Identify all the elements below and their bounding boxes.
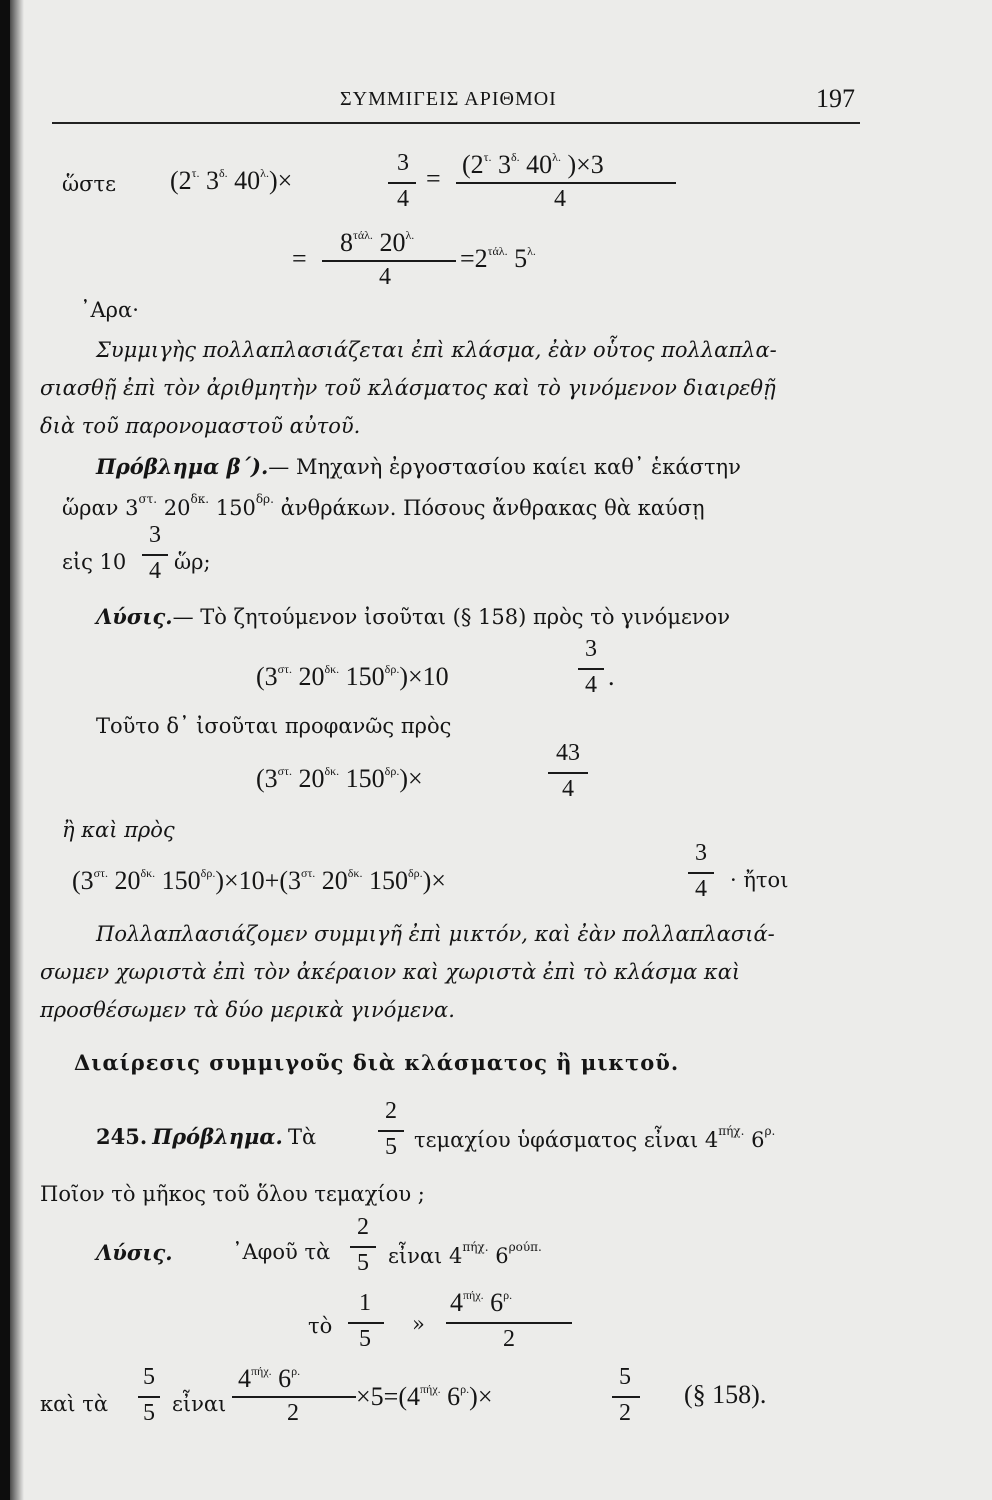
page-edge-shadow (10, 0, 24, 1500)
eq-sum-frac-bar (688, 872, 714, 874)
rule2-line3: προσθέσωμεν τὰ δύο μερικὰ γινόμενα. (40, 998, 455, 1022)
solution1-period: . (608, 662, 615, 691)
step-to-rhs-numerator: $4^{\pi ή\chi.}$ $6^{\rho.}$ (450, 1288, 513, 1317)
eq-sum: ($3^{\sigma\tau.}$ $20^{\delta\kappa.}$ $150^{\delta\rho.})\times 10+(3^{\sigma\tau.}$ $20^{\delta\kappa.}$ $150^{\delta\rho.})\times$ (72, 866, 446, 895)
eq43-frac-denominator: 4 (562, 776, 574, 802)
step-to-word: τὸ (308, 1314, 333, 1338)
eq2-denominator: 4 (379, 264, 391, 290)
eq2-bar (322, 260, 456, 262)
final-reference: (§ 158). (684, 1380, 767, 1409)
eq1-frac1-numerator: 3 (397, 150, 409, 176)
solution2-frac-numerator: 2 (357, 1214, 369, 1240)
solution2-start: ᾿Αφοῦ τὰ (232, 1240, 331, 1264)
problem-245-frac-denominator: 5 (385, 1134, 397, 1160)
eq1-frac2-numerator: ($2^{\tau.}$ $3^{\delta.}$ $40^{\lambda.}$ )×3 (462, 150, 604, 179)
final-frac2-numerator: 5 (619, 1364, 631, 1390)
eq1-frac2-denominator: 4 (554, 186, 566, 212)
step-to-frac-denominator: 5 (359, 1326, 371, 1352)
problem-245-line1-end: τεμαχίου ὑφάσματος εἶναι $4^{\pi ή\chi.}$ $6^{\rho.}$ (414, 1124, 776, 1152)
final-product: $\times 5=(4^{\pi ή\chi.}$ $6^{\rho.})\times$ (356, 1382, 493, 1411)
section-heading: Διαίρεσις συμμιγοῦς διὰ κλάσματος ἢ μικτοῦ. (74, 1050, 680, 1075)
problem-b-frac-bar (142, 554, 168, 556)
final-start: καὶ τὰ (40, 1392, 109, 1416)
eq1-frac2-bar (456, 182, 676, 184)
problem-b-line3-start: εἰς 10 (62, 550, 127, 574)
eq2-rhs: $=2^{\tau ά\lambda.}$ $5^{\lambda.}$ (460, 244, 536, 273)
problem-245-frac-bar (378, 1130, 404, 1132)
problem-245-line1-start: 245. Πρόβλημα. Τὰ (96, 1124, 317, 1149)
final-einai: εἶναι (172, 1392, 227, 1416)
step-to-frac-bar (348, 1322, 384, 1324)
solution1-frac-bar (578, 668, 604, 670)
running-head-title: ΣΥΜΜΙΓΕΙΣ ΑΡΙΘΜΟΙ (340, 88, 557, 110)
solution1-line1: Λύσις.— Τὸ ζητούμενον ἰσοῦται (§ 158) πρὸς τὸ γινόμενον (96, 604, 731, 629)
solution2-frac-bar (350, 1246, 376, 1248)
page-number: 197 (816, 84, 855, 113)
problem-b-line3-end: ὥρ; (174, 550, 211, 574)
problem-245-frac-numerator: 2 (385, 1098, 397, 1124)
eq-sum-frac-denominator: 4 (695, 876, 707, 902)
ara-word: ᾿Αρα· (80, 298, 139, 322)
eq43-frac-numerator: 43 (556, 740, 580, 766)
final-mid-numerator: $4^{\pi ή\chi.}$ $6^{\rho.}$ (238, 1364, 301, 1393)
problem-b-line1: Πρόβλημα β΄).— Μηχανὴ ἐργοστασίου καίει καθ᾽ ἑκάστην (96, 454, 741, 479)
solution1-eq: ($3^{\sigma\tau.}$ $20^{\delta\kappa.}$ $150^{\delta\rho.})\times 10$ (256, 662, 449, 691)
eq43-frac-bar (548, 772, 588, 774)
eq-sum-frac-numerator: 3 (695, 840, 707, 866)
eq1-frac1-denominator: 4 (397, 186, 409, 212)
problem-b-frac-denominator: 4 (149, 558, 161, 584)
problem-b-frac-numerator: 3 (149, 522, 161, 548)
eq1-lhs: ($2^{\tau.}$ $3^{\delta.}$ $40^{\lambda.})\times$ (170, 166, 293, 195)
step-to-rhs-denominator: 2 (503, 1326, 515, 1352)
eq1-label: ὥστε (62, 172, 116, 196)
eq1-frac1-bar (388, 182, 416, 184)
eq43: ($3^{\sigma\tau.}$ $20^{\delta\kappa.}$ $150^{\delta\rho.})\times$ (256, 764, 423, 793)
rule1-line2: σιασθῇ ἐπὶ τὸν ἀριθμητὴν τοῦ κλάσματος καὶ τὸ γινόμενον διαιρεθῇ (40, 376, 776, 400)
rule1-line3: διὰ τοῦ παρονομαστοῦ αὐτοῦ. (40, 414, 361, 438)
kai-pros-line: ἢ καὶ πρὸς (62, 818, 175, 842)
solution2-frac-denominator: 5 (357, 1250, 369, 1276)
book-page (10, 0, 992, 1500)
final-frac-bar (138, 1396, 160, 1398)
eq-sum-tail: · ἤτοι (730, 868, 789, 892)
touto-line: Τοῦτο δ᾽ ἰσοῦται προφανῶς πρὸς (96, 714, 452, 738)
final-frac2-bar (612, 1396, 640, 1398)
step-to-ditto: » (412, 1312, 425, 1336)
eq2-numerator: $8^{\tau ά\lambda.}$ $20^{\lambda.}$ (340, 228, 415, 257)
final-frac2-denominator: 2 (619, 1400, 631, 1426)
eq1-equals: = (426, 164, 441, 193)
final-frac-numerator: 5 (143, 1364, 155, 1390)
solution1-frac-numerator: 3 (585, 636, 597, 662)
solution2-label: Λύσις. (96, 1240, 173, 1265)
problem-245-line2: Ποῖον τὸ μῆκος τοῦ ὅλου τεμαχίου ; (40, 1182, 425, 1206)
eq2-equals: = (292, 244, 307, 273)
final-frac-denominator: 5 (143, 1400, 155, 1426)
problem-b-line2: ὥραν $3^{\sigma\tau.}$ $20^{\delta\kappa.}$ $150^{\delta\rho.}$ ἀνθράκων. Πόσους ἄνθρακας θὰ καύσῃ (62, 492, 705, 520)
step-to-frac-numerator: 1 (359, 1290, 371, 1316)
rule2-line2: σωμεν χωριστὰ ἐπὶ τὸν ἀκέραιον καὶ χωριστὰ ἐπὶ τὸ κλάσμα καὶ (40, 960, 741, 984)
final-mid-denominator: 2 (287, 1400, 299, 1426)
final-mid-bar (232, 1396, 356, 1398)
step-to-rhs-bar (446, 1322, 572, 1324)
header-rule (52, 122, 860, 124)
rule1-line1: Συμμιγὴς πολλαπλασιάζεται ἐπὶ κλάσμα, ἐὰν οὗτος πολλαπλα- (96, 338, 777, 362)
rule2-line1: Πολλαπλασιάζομεν συμμιγῆ ἐπὶ μικτόν, καὶ ἐὰν πολλαπλασιά- (96, 922, 775, 946)
solution2-end: εἶναι $4^{\pi ή\chi.}$ $6^{\rho oύ\pi.}$ (388, 1240, 542, 1268)
solution1-frac-denominator: 4 (585, 672, 597, 698)
